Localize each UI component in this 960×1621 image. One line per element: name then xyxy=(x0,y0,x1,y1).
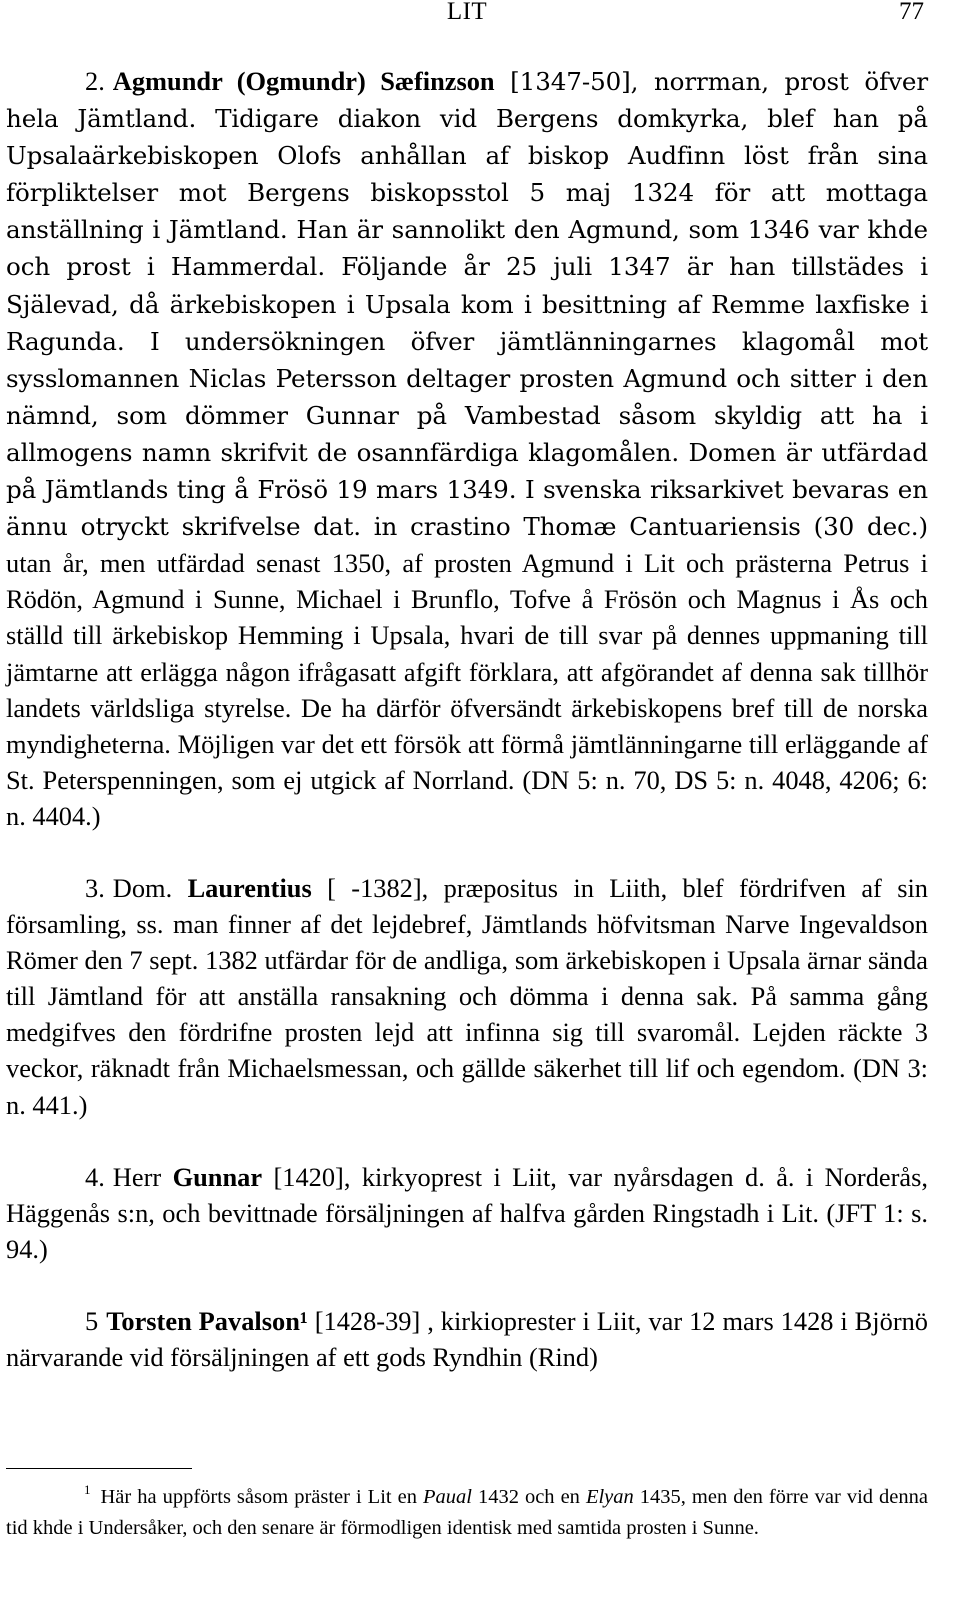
entry-laurentius xyxy=(6,870,928,1123)
entry-torsten xyxy=(6,1303,928,1375)
entry-name: Torsten Pavalson¹ xyxy=(106,1305,308,1336)
page-header xyxy=(6,0,928,34)
entry-gunnar xyxy=(6,1159,928,1267)
entry-name: Laurentius xyxy=(187,872,312,903)
footnote-italic-name: Elyan xyxy=(585,1486,634,1508)
entry-text-part-2: utan år, men utfärdad senast 1350, af prosten Agmund i Lit och prästerna Petrus i Rödön, Agmund i Sunne, Michael i Brunflo, Tofve å Frösön och Magnus i Ås och ställd till ärkebiskop Hemming i Upsala, hvari de till svar på dennes uppmaning till jämtarne att erlägga någon ifrågasatt afgift förklara, att afgörandet af denna sak tillhör landets världsliga styrelse. De ha därför öfversändt ärkebiskopens bref till de norska myndigheterna. Möjligen var det ett försök att förmå jämtlänningarne till erläggande af St. Peterspenningen, som ej utgick af Norrland. (DN 5: n. 70, DS 5: n. 4048, 4206; 6: n. 4404.) xyxy=(6,548,928,831)
footnote-italic-name: Paual xyxy=(422,1486,472,1508)
entry-prefix: Herr xyxy=(112,1161,162,1192)
entry-text: [ -1382], præpositus in Liith, blef fördrifven af sin församling, ss. man finner af det lejdebref, Jämtlands höfvitsman Narve Ingevaldson Römer den 7 sept. 1382 utfärdar för de andliga, som ärkebiskopen i Upsala ärnar sända till Jämtland för att anställa ransakning och dömma i denna sak. På samma gång medgifves den fördrifne prosten lejd att infinna sig till svaromål. Lejden räckte 3 veckor, räknadt från Michaelsmessan, och gällde säkerhet till lif och egendom. (DN 3: n. 441.) xyxy=(6,872,928,1120)
footnote-text: 1432 och en xyxy=(471,1486,586,1508)
footnote-marker: 1 xyxy=(84,1482,91,1497)
entry-text: [1420], kirkyoprest i Liit, var nyårsdagen d. å. i Norderås, Häggenås s:n, och bevittnade försäljningen af halfva gården Ringstadh i Lit. (JFT 1: s. 94.) xyxy=(6,1161,928,1264)
entry-agmundr xyxy=(6,63,928,834)
footnote-separator xyxy=(6,1468,192,1469)
entry-number: 4. xyxy=(85,1161,105,1192)
page xyxy=(6,0,928,1375)
entry-text-part-1: [1347-50], norrman, prost öfver hela Jämtland. Tidigare diakon vid Bergens domkyrka, blef han på Upsalaärkebiskopen Olofs anhållan af biskop Audfinn löst från sina förpliktelser mot Bergens biskopsstol 5 maj 1324 för att mottaga anställning i Jämtland. Han är sannolikt den Agmund, som 1346 var khde och prost i Hammerdal. Följande år 25 juli 1347 är han tillstädes i Själevad, då ärkebiskopen i Upsala kom i besittning af Remme laxfiske i Ragunda. I undersökningen öfver jämtlänningarnes klagomål mot sysslomannen Niclas Petersson deltager prosten Agmund och sitter i den nämnd, som dömmer Gunnar på Vambestad såsom skyldig att ha i allmogens namn skrifvit de osannfärdiga klagomålen. Domen är utfärdad på Jämtlands ting å Frösö 19 mars 1349. I svenska riksarkivet bevaras en ännu otryckt skrifvelse dat. in crastino Thomæ Cantuariensis (30 dec.) xyxy=(6,67,928,542)
entry-number: 5 xyxy=(85,1305,99,1336)
entry-prefix: Dom. xyxy=(112,872,173,903)
page-number: 77 xyxy=(899,0,924,25)
entry-name: Gunnar xyxy=(172,1161,263,1192)
running-title: LIT xyxy=(446,0,488,25)
entry-name: Agmundr (Ogmundr) Sæfinzson xyxy=(112,66,495,96)
footnote-text: Här ha uppförts såsom präster i Lit en xyxy=(100,1486,423,1508)
entry-number: 3. xyxy=(85,872,105,903)
entry-text: [1428-39] , kirkioprester i Liit, var 12 mars 1428 i Björnö närvarande vid försäljningen af ett gods Ryndhin (Rind) xyxy=(6,1305,928,1372)
entry-number: 2. xyxy=(85,66,105,96)
footnote-text: 1435, men den förre var vid denna tid khde i Undersåker, och den senare är förmodligen identisk med samtida prosten i Sunne. xyxy=(6,1486,929,1539)
footnote xyxy=(6,1474,928,1544)
